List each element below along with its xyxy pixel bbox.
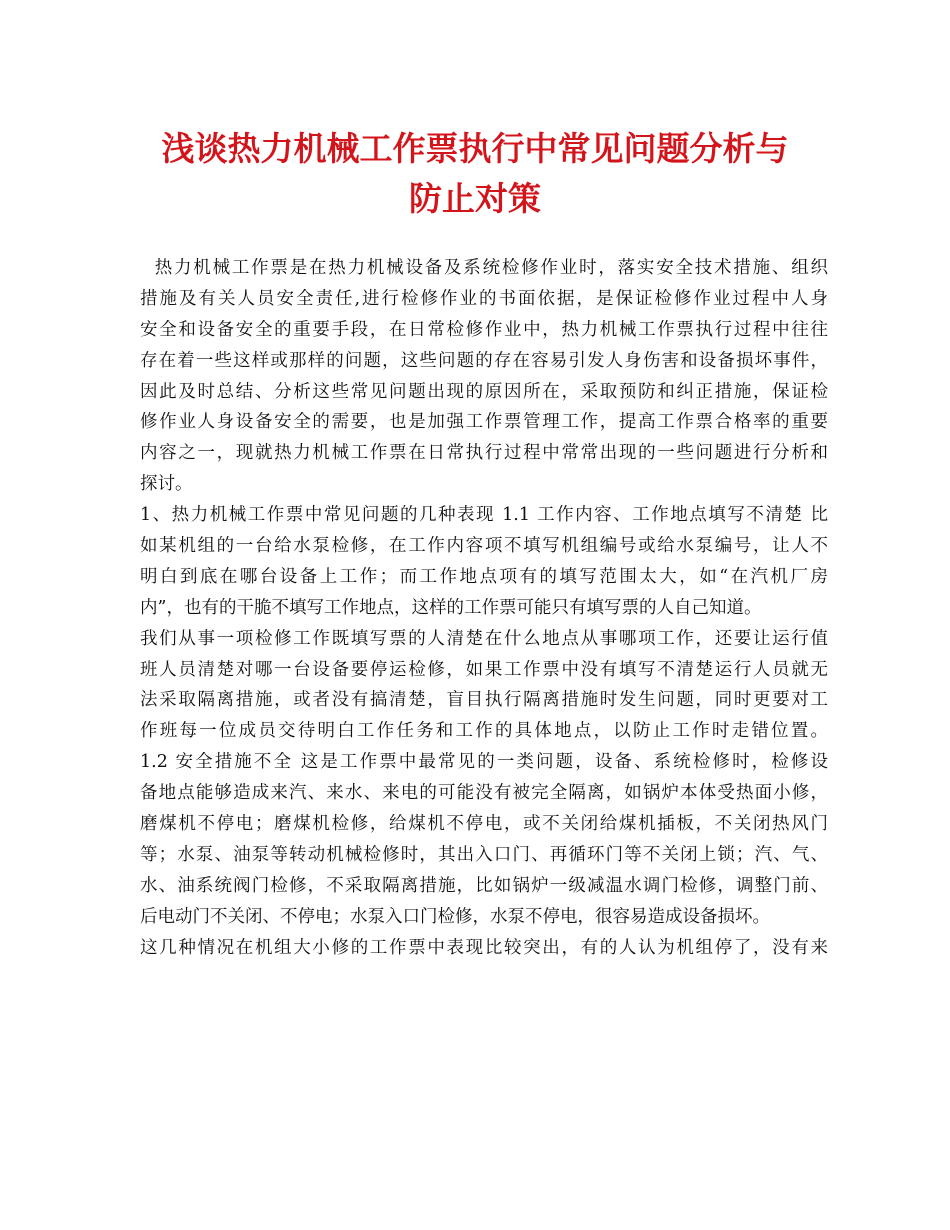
body-line: 如某机组的一台给水泵检修，在工作内容项不填写机组编号或给水泵编号，让人不 [140, 536, 828, 557]
title-line-2: 防止对策 [409, 179, 541, 218]
body-line: 存在着一些这样或那样的问题，这些问题的存在容易引发人身伤害和设备损坏事件， [140, 350, 828, 371]
document-title [120, 124, 830, 224]
body-line: 修作业人身设备安全的需要，也是加强工作票管理工作，提高工作票合格率的重要 [140, 412, 828, 433]
body-line: 水、油系统阀门检修，不采取隔离措施，比如锅炉一级减温水调门检修，调整门前、 [140, 875, 828, 896]
body-line: 作班每一位成员交待明白工作任务和工作的具体地点，以防止工作时走错位置。 [140, 721, 828, 742]
body-line: 内容之一，现就热力机械工作票在日常执行过程中常常出现的一些问题进行分析和 [140, 443, 828, 464]
body-line: 等；水泵、油泵等转动机械检修时，其出入口门、再循环门等不关闭上锁；汽、气、 [140, 844, 828, 865]
body-line: 法采取隔离措施，或者没有搞清楚，盲目执行隔离措施时发生问题，同时更要对工 [140, 690, 828, 711]
body-line: 因此及时总结、分析这些常见问题出现的原因所在，采取预防和纠正措施，保证检 [140, 381, 828, 402]
document-body [140, 253, 828, 963]
body-line: 我们从事一项检修工作既填写票的人清楚在什么地点从事哪项工作，还要让运行值 [140, 628, 828, 649]
body-line: 措施及有关人员安全责任,进行检修作业的书面依据，是保证检修作业过程中人身 [140, 288, 828, 309]
body-line: 备地点能够造成来汽、来水、来电的可能没有被完全隔离，如锅炉本体受热面小修， [140, 783, 828, 804]
body-line: 这几种情况在机组大小修的工作票中表现比较突出，有的人认为机组停了，没有来 [140, 937, 828, 958]
body-line: 1、热力机械工作票中常见问题的几种表现 1.1 工作内容、工作地点填写不清楚 比 [140, 505, 828, 526]
title-line-1: 浅谈热力机械工作票执行中常见问题分析与 [161, 129, 789, 168]
body-line: 1.2 安全措施不全 这是工作票中最常见的一类问题，设备、系统检修时，检修设 [140, 752, 828, 773]
body-line: 明白到底在哪台设备上工作；而工作地点项有的填写范围太大，如“在汽机厂房 [140, 566, 828, 587]
body-line: 内”，也有的干脆不填写工作地点，这样的工作票可能只有填写票的人自己知道。 [140, 597, 762, 618]
body-line: 安全和设备安全的重要手段，在日常检修作业中，热力机械工作票执行过程中往往 [140, 319, 828, 340]
body-line: 磨煤机不停电；磨煤机检修，给煤机不停电，或不关闭给煤机插板，不关闭热风门 [140, 814, 828, 835]
body-line: 热力机械工作票是在热力机械设备及系统检修作业时，落实安全技术措施、组织 [140, 258, 828, 278]
body-line: 后电动门不关闭、不停电；水泵入口门检修，水泵不停电，很容易造成设备损坏。 [140, 906, 770, 927]
body-line: 班人员清楚对哪一台设备要停运检修，如果工作票中没有填写不清楚运行人员就无 [140, 659, 828, 680]
body-line: 探讨。 [140, 474, 193, 495]
